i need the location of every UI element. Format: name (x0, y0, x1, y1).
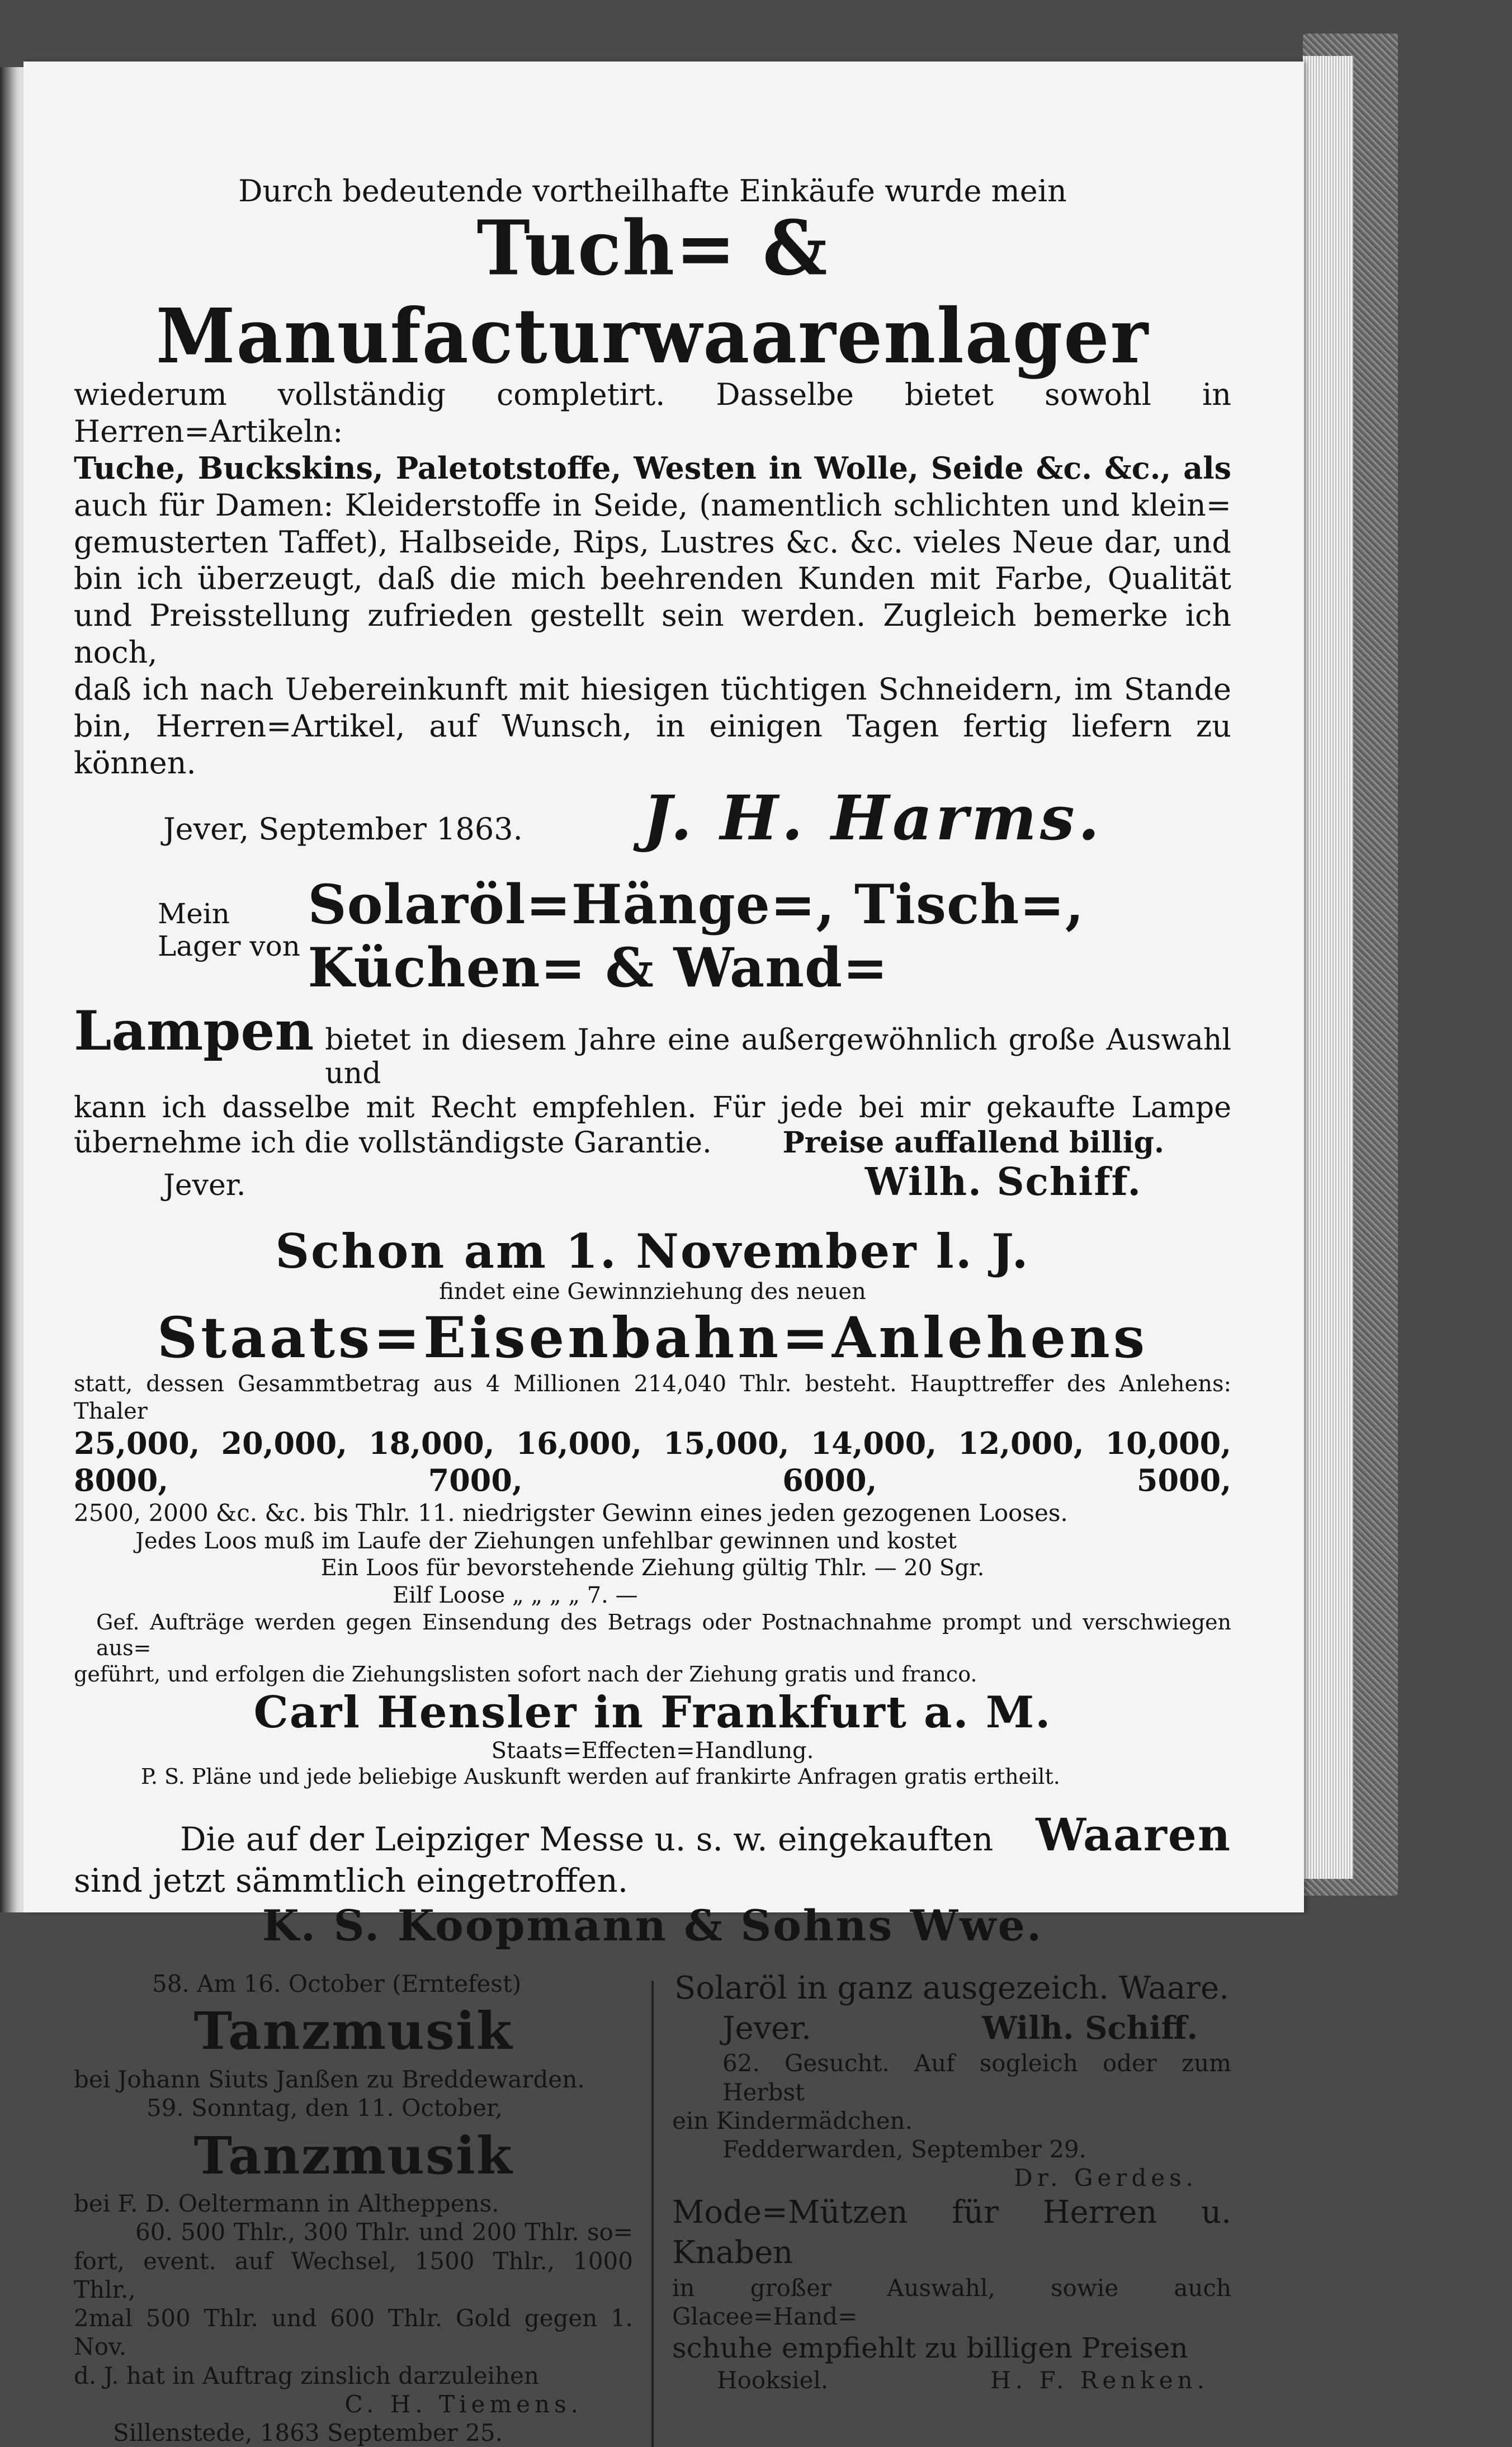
lottery-line2: 25,000, 20,000, 18,000, 16,000, 15,000, 14,000, 12,000, 10,000, 8000, 7000, 6000, 5000, (74, 1425, 1231, 1498)
lottery-firm: Staats=Effecten=Handlung. (491, 1738, 814, 1764)
harms-place-date: Jever, September 1863. (163, 811, 523, 847)
lottery-title: Staats=Eisenbahn=Anlehens (157, 1305, 1149, 1371)
lottery-date-line: Schon am 1. November l. J. (275, 1224, 1030, 1279)
harms-line: bin ich überzeugt, daß die mich beehrenden Kunden mit Farbe, Qualität (74, 561, 1231, 597)
lottery-sub: findet eine Gewinnziehung des neuen (439, 1279, 866, 1305)
ad62-line2: ein Kindermädchen. (672, 2106, 913, 2134)
lottery-signature: Carl Hensler in Frankfurt a. M. (253, 1687, 1052, 1739)
lamps-prices: Preise auffallend billig. (782, 1126, 1164, 1160)
koopmann-waaren: Waaren (1036, 1808, 1231, 1862)
lamps-line2: kann ich dasselbe mit Recht empfehlen. Für jede bei mir gekaufte Lampe (74, 1090, 1231, 1125)
ad60-line: fort, event. auf Wechsel, 1500 Thlr., 1000 Thlr., (74, 2247, 633, 2303)
lamps-place: Jever. (163, 1169, 246, 1203)
ad58-title: Tanzmusik (193, 2001, 513, 2062)
ad62-signature: Dr. Gerdes. (1014, 2164, 1198, 2192)
lamps-intro: Mein Lager von (158, 897, 300, 962)
ad60-place-date: Sillenstede, 1863 September 25. (113, 2418, 503, 2446)
ad58-host: bei Johann Siuts Janßen zu Breddewarden. (74, 2066, 585, 2094)
ad-schiff-lamps (74, 873, 1231, 1204)
book-spine-edge (0, 67, 23, 1912)
harms-headline: Tuch= & Manufacturwaarenlager (155, 204, 1150, 381)
ad-lottery (74, 1224, 1231, 1789)
koopmann-signature: K. S. Koopmann & Sohns Wwe. (262, 1901, 1043, 1951)
koopmann-line2: sind jetzt sämmtlich eingetroffen. (74, 1862, 629, 1900)
mode-line3: schuhe empfiehlt zu billigen Preisen (672, 2331, 1188, 2364)
harms-line: und Preisstellung zufrieden gestellt sein werden. Zugleich bemerke ich noch, (74, 598, 1231, 670)
mode-line1: Mode=Mützen für Herren u. Knaben (672, 2194, 1231, 2271)
solar-place: Jever. (722, 2010, 811, 2047)
ad59-title: Tanzmusik (193, 2125, 513, 2186)
lottery-line5: Ein Loos für bevorstehende Ziehung gültig Thlr. — 20 Sgr. (320, 1555, 985, 1581)
harms-line: bin, Herren=Artikel, auf Wunsch, in einigen Tagen fertig liefern zu können. (74, 708, 1231, 781)
harms-signature: J. H. Harms. (642, 781, 1103, 854)
ad59-header: 59. Sonntag, den 11. October, (147, 2094, 503, 2122)
koopmann-line1: Die auf der Leipziger Messe u. s. w. eingekauften (180, 1820, 994, 1859)
solar-signature: Wilh. Schiff. (981, 2009, 1198, 2047)
lottery-line6: Eilf Loose „ „ „ „ 7. — (393, 1582, 638, 1609)
newspaper-page (23, 62, 1304, 2446)
ad58-header: 58. Am 16. October (Erntefest) (152, 1970, 522, 1998)
lamps-signature: Wilh. Schiff. (864, 1160, 1142, 1205)
lamps-lampen: Lampen (74, 999, 314, 1062)
page-stack-edges (1303, 56, 1353, 1879)
lamps-line1: bietet in diesem Jahre eine außergewöhnlich große Auswahl und (325, 1023, 1231, 1090)
right-column (672, 1969, 1231, 2447)
lottery-ps: P. S. Pläne und jede beliebige Auskunft werden auf frankirte Anfragen gratis ertheilt. (141, 1764, 1060, 1789)
mode-place: Hooksiel. (717, 2366, 829, 2394)
ad60-line: 2mal 500 Thlr. und 600 Thlr. Gold gegen 1. Nov. (74, 2304, 633, 2361)
lottery-line7: Gef. Aufträge werden gegen Einsendung des Betrags oder Postnachnahme prompt und verschwiegen aus= (96, 1610, 1231, 1661)
left-column (74, 1969, 633, 2447)
lamps-line3: übernehme ich die vollständigste Garantie. (74, 1126, 712, 1160)
page-content (74, 173, 1231, 2447)
ad60-signature: C. H. Tiemens. (344, 2390, 583, 2418)
harms-line: gemusterten Taffet), Halbseide, Rips, Lustres &c. &c. vieles Neue dar, und (74, 524, 1231, 560)
harms-line: auch für Damen: Kleiderstoffe in Seide, (namentlich schlichten und klein= (74, 487, 1231, 523)
mode-signature: H. F. Renken. (990, 2366, 1209, 2394)
harms-line: daß ich nach Uebereinkunft mit hiesigen tüchtigen Schneidern, im Stande (74, 672, 1231, 707)
two-column-section (74, 1969, 1231, 2447)
ad-koopmann (74, 1808, 1231, 1950)
harms-line: Tuche, Buckskins, Paletotstoffe, Westen in Wolle, Seide &c. &c., als (74, 450, 1231, 486)
lottery-line1: statt, dessen Gesammtbetrag aus 4 Millionen 214,040 Thlr. besteht. Haupttreffer des Anlehens: Thaler (74, 1371, 1231, 1424)
ad59-host: bei F. D. Oeltermann in Altheppens. (74, 2190, 499, 2218)
lottery-line8: geführt, und erfolgen die Ziehungslisten sofort nach der Ziehung gratis und franco. (74, 1661, 977, 1687)
ad-harms (74, 173, 1231, 854)
lottery-line4: Jedes Loos muß im Laufe der Ziehungen unfehlbar gewinnen und kostet (135, 1528, 957, 1554)
mode-line2: in großer Auswahl, sowie auch Glacee=Hand= (672, 2274, 1231, 2331)
solar-line: Solaröl in ganz ausgezeich. Waare. (674, 1970, 1229, 2007)
ad62-line1: 62. Gesucht. Auf sogleich oder zum Herbst (722, 2049, 1231, 2106)
column-divider (651, 1981, 654, 2447)
lottery-line3: 2500, 2000 &c. &c. bis Thlr. 11. niedrigster Gewinn eines jeden gezogenen Looses. (74, 1499, 1068, 1527)
harms-line: wiederum vollständig completirt. Dasselbe bietet sowohl in Herren=Artikeln: (74, 377, 1231, 449)
ad62-place-date: Fedderwarden, September 29. (722, 2136, 1086, 2163)
harms-intro: Durch bedeutende vortheilhafte Einkäufe wurde mein (238, 173, 1067, 209)
ad60-line: d. J. hat in Auftrag zinslich darzuleihen (74, 2361, 539, 2389)
lamps-title: Solaröl=Hänge=, Tisch=, Küchen= & Wand= (308, 872, 1085, 999)
ad60-line: 60. 500 Thlr., 300 Thlr. und 200 Thlr. so= (135, 2218, 633, 2246)
